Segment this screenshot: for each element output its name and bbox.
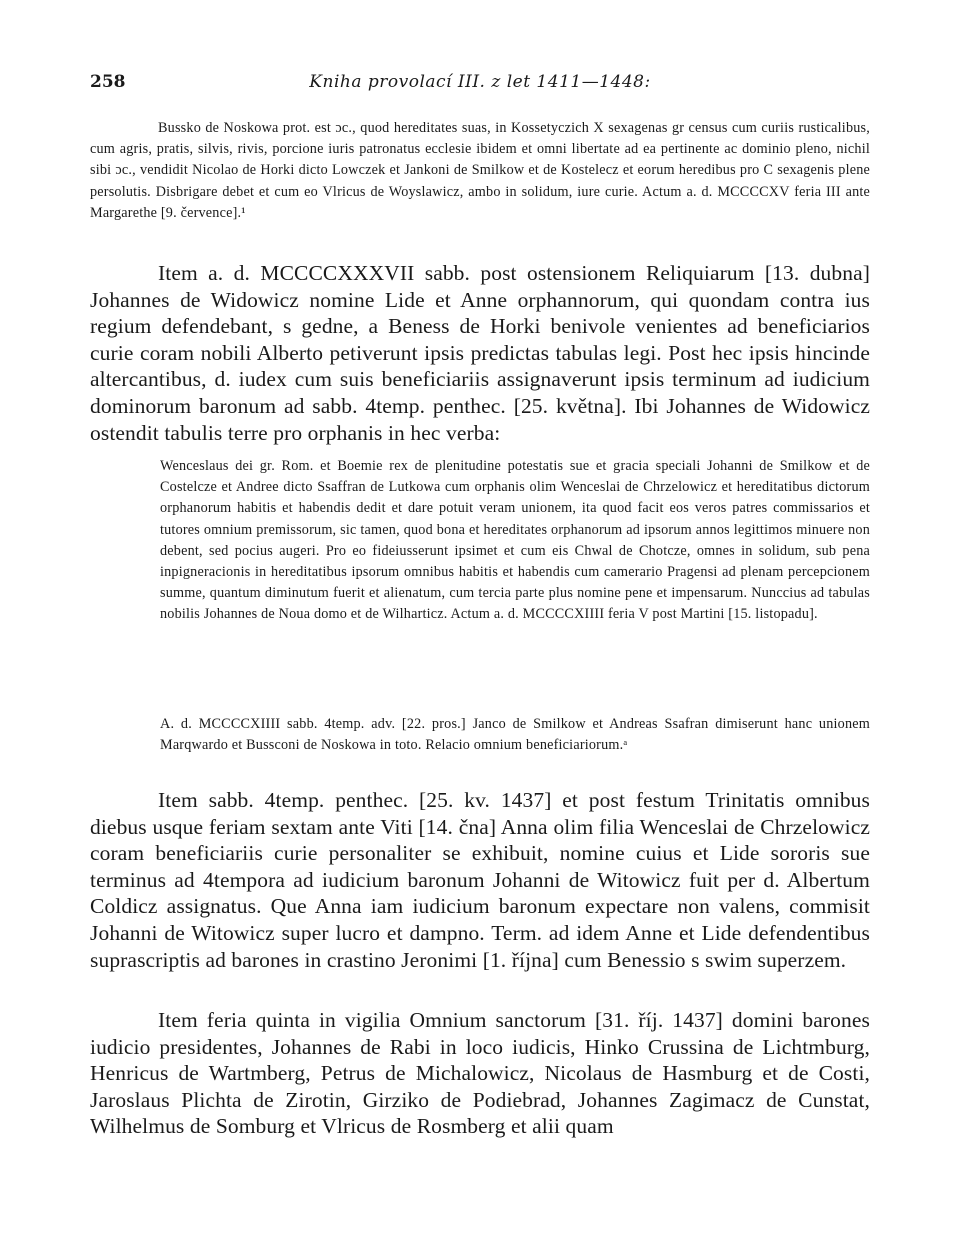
page-number: 258 (90, 72, 126, 92)
paragraph-item-1437: Item a. d. MCCCCXXXVII sabb. post ostensionem Reliquiarum [13. dubna] Johannes de Widowicz nomine Lide et Anne orphannorum, qui quondam contra ius regium defendebant, s gedne, a Beness de Horki benivole venientes ad beneficiarios curie coram nobili Alberto petiverunt ipsis predictas tabulas legi. Post hec ipsis hincinde altercantibus, d. iudex cum suis beneficiariis assignaverunt ipsis terminum ad iudicium dominorum baronum ad sabb. 4temp. penthec. [25. května]. Ibi Johannes de Widowicz ostendit tabulis terre pro orphanis in hec verba: (90, 261, 870, 445)
paragraph-quoted-charter: Wenceslaus dei gr. Rom. et Boemie rex de plenitudine potestatis sue et gracia speciali Johanni de Smilkow et de Costelcze et Andree dicto Ssaffran de Lutkowa cum orphanis olim Wenceslai de Chrzelowicz et hereditatibus dictorum orphanorum habitis et habendis dedit et dare potuit veram unionem, ita quod facit eos veros patres commissarios et tutores omnium premissorum, sic tamen, quod bona et hereditates orphanorum ad ipsorum annos legittimos minuere non debent, sed pocius augeri. Pro eo fideiusserunt ipsimet et cum eis Chwal de Chotcze, omnes in solidum, sub pena inpigneracionis in hereditatibus ipsorum omnibus habitis et habendis cum camerario Pragensi ad plenam percepcionem summe, quantum diminutum fuerit et alienatum, cum tercia parte plus nomine pene et impensarum. Nunccius ad tabulas nobilis Johannes de Noua domo et de Wilharticz. Actum a. d. MCCCCXIIII feria V post Martini [15. listopadu]. (160, 458, 870, 623)
paragraph-item-pentecost: Item sabb. 4temp. penthec. [25. kv. 1437] et post festum Trinitatis omnibus diebus usque feriam sextam ante Viti [14. čna] Anna olim filia Wenceslai de Chrzelowicz coram beneficiariis curie personaliter se exhibuit, nomine cuius et Lide sororis sue terminus ad 4tempora ad iudicium baronum Johanni de Witowicz fuit per d. Albertum Coldicz assignatus. Que Anna iam iudicium baronum expectare non valens, commisit Johanni de Witowicz super lucro et dampno. Term. ad idem Anne et Lide defendentibus suprascriptis ad barones in crastino Jeronimi [1. října] cum Benessio s swim superzem. (90, 788, 870, 972)
page-header (90, 72, 870, 98)
running-head: Kniha provolací III. z let 1411—1448: (309, 72, 651, 92)
paragraph-quoted-release: A. d. MCCCCXIIII sabb. 4temp. adv. [22. pros.] Janco de Smilkow et Andreas Ssafran dimiserunt hanc unionem Marqwardo et Bussconi de Noskowa in toto. Relacio omnium beneficiariorum.ᵃ (160, 716, 870, 754)
paragraph-item-all-saints: Item feria quinta in vigilia Omnium sanctorum [31. říj. 1437] domini barones iudicio presidentes, Johannes de Rabi in loco iudicis, Hinko Crussina de Lichtmburg, Henricus de Wartmberg, Petrus de Michalowicz, Nicolaus de Hasmburg et de Costi, Jaroslaus Plichta de Zirotin, Girziko de Podiebrad, Johannes Zagimacz de Cunstat, Wilhelmus de Somburg et Vlricus de Rosmberg et alii quam (90, 1008, 870, 1139)
paragraph-sale-record: Bussko de Noskowa prot. est ɔc., quod hereditates suas, in Kossetyczich X sexagenas gr census cum curiis rusticalibus, cum agris, pratis, silvis, rivis, porcione iuris patronatus ecclesie ibidem et omni libertate ad ea pertinente ac dominio pleno, nichil sibi ɔc., vendidit Nicolao de Horki dicto Lowczek et Jankoni de Smilkow et de Kostelecz et eorum heredibus pro C sexagenis plene persolutis. Disbrigare debet et cum eo Vlricus de Woyslawicz, ambo in solidum, iure curie. Actum a. d. MCCCCXV feria III ante Margarethe [9. července].¹ (90, 120, 870, 221)
